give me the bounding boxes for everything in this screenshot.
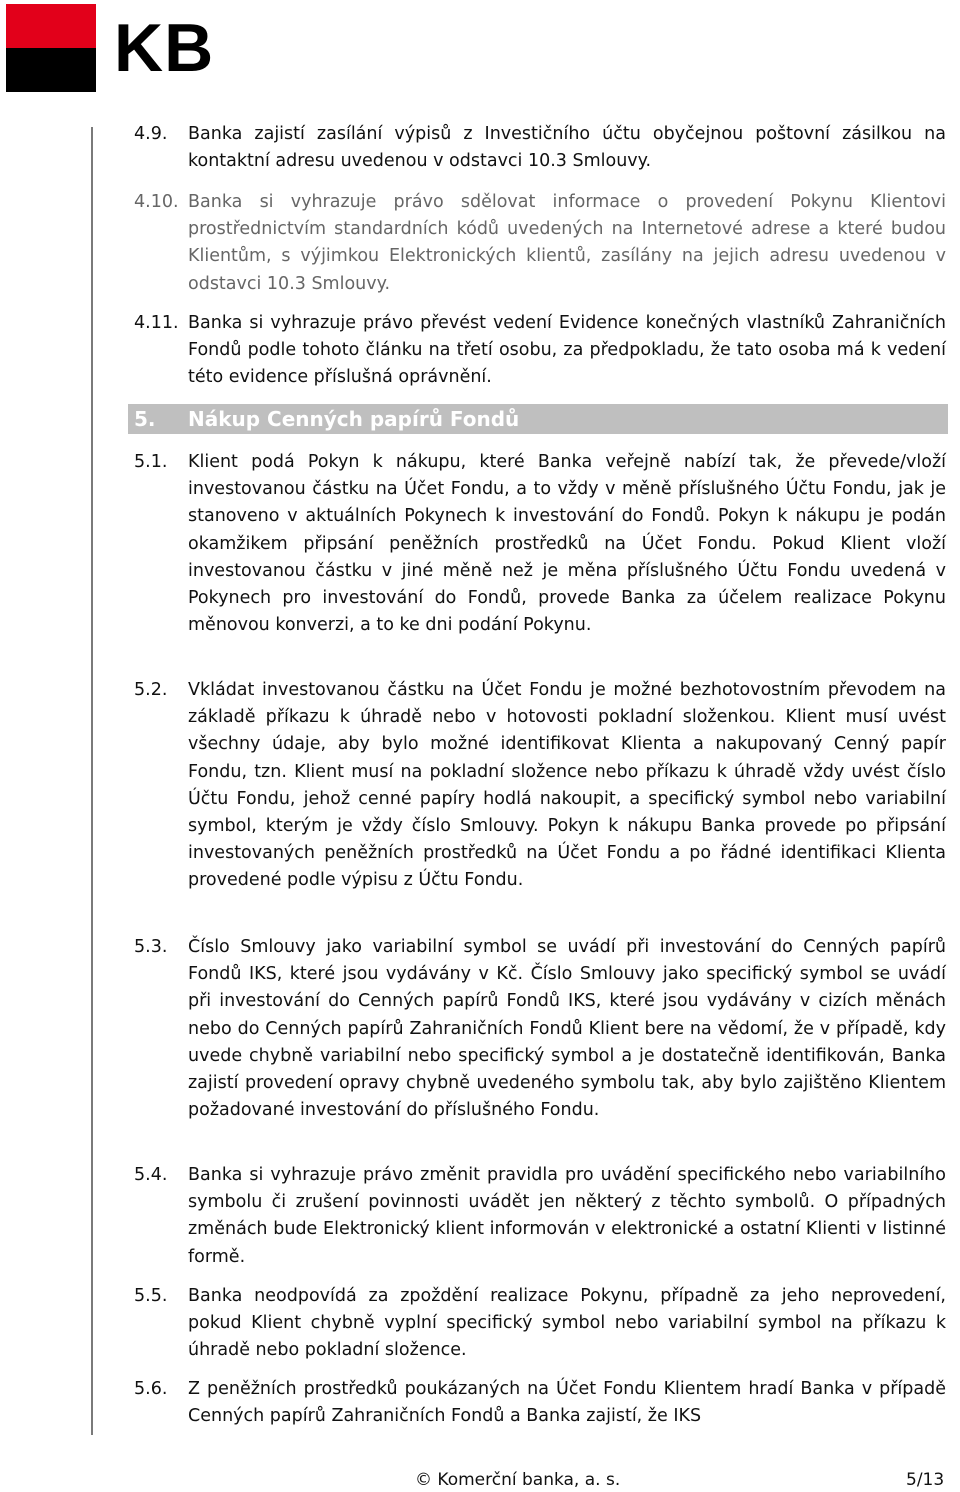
clause-5-6 bbox=[134, 1376, 946, 1430]
margin-rule bbox=[91, 127, 93, 1435]
clause-5-3 bbox=[134, 934, 946, 1124]
clause-5-5 bbox=[134, 1283, 946, 1365]
clause-number: 5.1. bbox=[134, 452, 168, 472]
clause-number: 5.6. bbox=[134, 1379, 168, 1399]
clause-text: Banka si vyhrazuje právo sdělovat informace o provedení Pokynu Klientovi prostřednictvím standardních kódů uvedených na Internetové adrese a které budou Klientům, s výjimkou Elektronických klientů, zasílány na jejich adresu uvedenou v odstavci 10.3 Smlouvy. bbox=[188, 192, 946, 294]
kb-logo bbox=[6, 4, 286, 92]
clause-number: 5.2. bbox=[134, 680, 168, 700]
clause-4-10 bbox=[134, 189, 946, 298]
clause-number: 5.4. bbox=[134, 1165, 168, 1185]
clause-number: 4.10. bbox=[134, 192, 179, 212]
section-number: 5. bbox=[134, 407, 156, 431]
section-heading bbox=[128, 404, 948, 434]
clause-4-9 bbox=[134, 121, 946, 175]
clause-text: Klient podá Pokyn k nákupu, které Banka veřejně nabízí tak, že převede/vloží investovanou částku na Účet Fondu, a to vždy v měně příslušného Účtu Fondu, jak je stanoveno v aktuálních Pokynech k investování do Fondů. Pokyn k nákupu je podán okamžikem připsání peněžních prostředků na Účet Fondu. Pokud Klient vloží investovanou částku v jiné měně než je měna příslušného Účtu Fondu uvedená v Pokynech pro investování do Fondů, provede Banka za účelem realizace Pokynu měnovou konverzi, a to ke dni podání Pokynu. bbox=[188, 452, 946, 636]
clause-text: Banka si vyhrazuje právo změnit pravidla pro uvádění specifického nebo variabilního symbolu či zrušení povinnosti uvádět jen některý z těchto symbolů. O případných změnách bude Elektronický klient informován v elektronické a ostatní Klienti v listinné formě. bbox=[188, 1165, 946, 1267]
logo-text: KB bbox=[114, 10, 215, 86]
clause-text: Banka neodpovídá za zpoždění realizace Pokynu, případně za jeho neprovedení, pokud Klient chybně vyplní specifický symbol nebo variabilní symbol na příkazu k úhradě nebo pokladní složence. bbox=[188, 1286, 946, 1361]
clause-text: Vkládat investovanou částku na Účet Fondu je možné bezhotovostním převodem na základě příkazu k úhradě nebo v hotovosti pokladní složenkou. Klient musí uvést všechny údaje, aby bylo možné identifikovat Klienta a nakupovaný Cenný papír Fondu, tzn. Klient musí na pokladní složence nebo příkazu k úhradě vždy uvést číslo Účtu Fondu, jehož cenné papíry hodlá nakoupit, a specifický symbol nebo variabilní symbol, kterým je vždy číslo Smlouvy. Pokyn k nákupu Banka provede po připsání investovaných peněžních prostředků na Účet Fondu a po řádné identifikaci Klienta provedené podle výpisu z Účtu Fondu. bbox=[188, 680, 946, 891]
clause-number: 4.9. bbox=[134, 124, 168, 144]
clause-number: 4.11. bbox=[134, 313, 179, 333]
clause-4-11 bbox=[134, 310, 946, 392]
logo-black-block bbox=[6, 48, 96, 92]
clause-5-1 bbox=[134, 449, 946, 639]
clause-text: Číslo Smlouvy jako variabilní symbol se uvádí při investování do Cenných papírů Fondů IKS, které jsou vydávány v Kč. Číslo Smlouvy jako specifický symbol se uvádí při investování do Cenných papírů Fondů IKS, které jsou vydávány v cizích měnách nebo do Cenných papírů Zahraničních Fondů Klient bere na vědomí, že v případě, kdy uvede chybně variabilní nebo specifický symbol a je dostatečně identifikován, Banka zajistí provedení opravy chybně uvedeného symbolu tak, aby bylo zajištěno Klientem požadované investování do příslušného Fondu. bbox=[188, 937, 946, 1121]
clause-text: Banka zajistí zasílání výpisů z Investičního účtu obyčejnou poštovní zásilkou na kontaktní adresu uvedenou v odstavci 10.3 Smlouvy. bbox=[188, 124, 946, 172]
clause-number: 5.5. bbox=[134, 1286, 168, 1306]
clause-text: Banka si vyhrazuje právo převést vedení Evidence konečných vlastníků Zahraničních Fondů podle tohoto článku na třetí osobu, za předpokladu, že tato osoba má k vedení této evidence příslušná oprávnění. bbox=[188, 313, 946, 388]
footer-copyright: © Komerční banka, a. s. bbox=[415, 1470, 621, 1490]
logo-red-block bbox=[6, 4, 96, 48]
page-number: 5/13 bbox=[906, 1470, 945, 1490]
section-title: Nákup Cenných papírů Fondů bbox=[188, 407, 520, 431]
clause-5-4 bbox=[134, 1162, 946, 1271]
clause-text: Z peněžních prostředků poukázaných na Účet Fondu Klientem hradí Banka v případě Cenných papírů Zahraničních Fondů a Banka zajistí, že IKS bbox=[188, 1379, 946, 1427]
clause-number: 5.3. bbox=[134, 937, 168, 957]
clause-5-2 bbox=[134, 677, 946, 895]
